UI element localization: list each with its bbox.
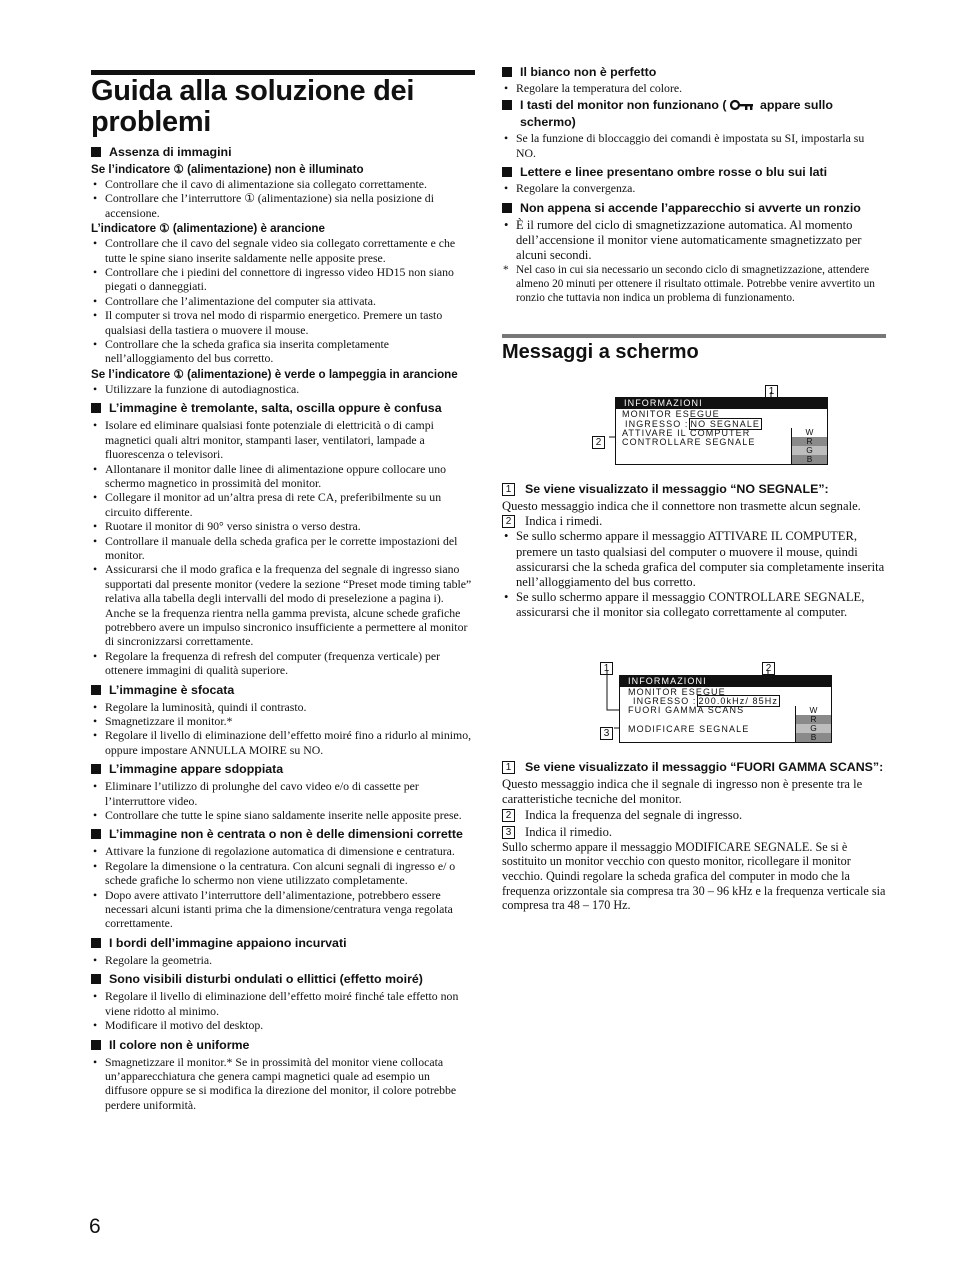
section-heading: Lettere e linee presentano ombre rosse o blu sui lati — [502, 165, 886, 180]
numbered-item: 3 Indica il rimedio. — [502, 825, 886, 840]
section-heading: L’immagine è tremolante, salta, oscilla oppure è confusa — [91, 401, 475, 416]
osd-line: MONITOR ESEGUE — [622, 409, 720, 419]
bullet-list — [91, 1055, 475, 1113]
osd-line: CONTROLLARE SEGNALE — [622, 437, 756, 447]
list-item: • Isolare ed eliminare qualsiasi fonte potenziale di elettricità o di campi magnetici quali altri monitor, stampanti laser, ventilatori, lampade a fluorescenza o televisori. — [91, 418, 475, 461]
list-item: • Regolare la convergenza. — [502, 181, 886, 195]
osd-line: INGRESSO : NO SEGNALE — [625, 419, 761, 429]
list-item: • Se sullo schermo appare il messaggio ATTIVARE IL COMPUTER, premere un tasto qualsiasi del computer o muovere il mouse, quindi assicurarsi che la scheda grafica del computer sia completamente inserita nell’alloggiamento del bus corretto. — [502, 529, 886, 590]
list-item: • Utilizzare la funzione di autodiagnostica. — [91, 382, 475, 396]
wrgb-g: G — [796, 724, 831, 733]
callout-2: 2 — [592, 430, 605, 449]
callout-3: 3 — [600, 721, 613, 740]
osd-header: INFORMAZIONI — [616, 398, 827, 409]
bullet-list — [91, 989, 475, 1032]
osd-line: MONITOR ESEGUE — [628, 687, 726, 697]
wrgb-w: W — [809, 705, 818, 715]
wrgb-w: W — [805, 427, 814, 437]
callout-2: 2 — [762, 656, 775, 675]
list-item: • Collegare il monitor ad un’altra presa di rete CA, preferibilmente su un circuito differente. — [91, 490, 475, 519]
section-heading: I bordi dell’immagine appaiono incurvati — [91, 936, 475, 951]
list-item: • Controllare che tutte le spine siano saldamente inserite nelle apposite prese. — [91, 808, 475, 822]
list-item: • Regolare la luminosità, quindi il contrasto. — [91, 700, 475, 714]
section-heading: L’immagine è sfocata — [91, 683, 475, 698]
paragraph: Sullo schermo appare il messaggio MODIFICARE SEGNALE. Se si è sostituito un monitor vecchio con questo monitor, ricollegare il monitor vecchio. Quindi regolare la scheda grafica del computer in modo che la frequenza orizzontale sia compresa tra 30 – 96 kHz e la frequenza verticale sia compresa tra 48 – 170 Hz. — [502, 839, 886, 913]
bullet-list — [91, 844, 475, 930]
section-heading: Sono visibili disturbi ondulati o ellittici (effetto moiré) — [91, 972, 475, 987]
wrgb-b: B — [792, 455, 827, 464]
page-title: Guida alla soluzione dei problemi — [91, 75, 415, 138]
osd-signal-value: NO SEGNALE — [690, 419, 761, 429]
list-item: • Controllare il manuale della scheda grafica per le corrette impostazioni del monitor. — [91, 534, 475, 563]
wrgb-r: R — [792, 437, 827, 446]
osd-line: FUORI GAMMA SCANS — [628, 705, 745, 715]
list-item: • Assicurarsi che il modo grafica e la frequenza del segnale di ingresso siano supportati dal presente monitor (vedere la sezione “Preset mode timing table” relativa alla tabella degli intervalli del modo di preselezione a pagina i). Anche se la frequenza rientra nella gamma prevista, alcune schede grafiche potrebbero avere un impulso sincronico insufficiente a permettere al monitor di sincronizzarsi correttamente. — [91, 562, 475, 648]
list-item: • Regolare il livello di eliminazione dell’effetto moiré fino a ridurlo al minimo, oppure impostare ANNULLA MOIRE su NO. — [91, 728, 475, 757]
list-item: • Controllare che la scheda grafica sia inserita completamente nell’alloggiamento del bus corretto. — [91, 337, 475, 366]
bullet-list — [91, 418, 475, 677]
section-heading: L’immagine appare sdoppiata — [91, 762, 475, 777]
list-item: • Controllare che il cavo del segnale video sia collegato correttamente e che tutte le spine siano inserite saldamente nelle apposite prese. — [91, 236, 475, 265]
numbered-item: 2 Indica i rimedi. — [502, 514, 886, 529]
subheading: Se l’indicatore ① (alimentazione) non è illuminato — [91, 163, 364, 176]
wrgb-b: B — [796, 733, 831, 742]
list-item: • Dopo avere attivato l’interruttore dell’alimentazione, potrebbero essere necessari alcuni istanti prima che la dimensione/centratura venga regolata correttamente. — [91, 888, 475, 931]
osd-screen — [619, 675, 832, 743]
message-heading: 1 Se viene visualizzato il messaggio “NO SEGNALE”: — [502, 482, 886, 497]
wrgb-g: G — [792, 446, 827, 455]
bullet-list — [91, 236, 475, 366]
list-item: • Regolare la geometria. — [91, 953, 475, 967]
section-heading: Il colore non è uniforme — [91, 1038, 475, 1053]
osd-line: MODIFICARE SEGNALE — [628, 724, 750, 734]
list-item: • Attivare la funzione di regolazione automatica di dimensione e centratura. — [91, 844, 475, 858]
list-item: • Allontanare il monitor dalle linee di alimentazione oppure collocare uno schermo magnetico in prossimità del monitor. — [91, 462, 475, 491]
wrgb-r: R — [796, 715, 831, 724]
numbered-item: 2 Indica la frequenza del segnale di ingresso. — [502, 808, 886, 823]
list-item: • È il rumore del ciclo di smagnetizzazione automatica. Al momento dell’accensione il monitor viene automaticamente smagnetizzato per alcuni secondi. — [502, 218, 886, 264]
list-item: • Regolare il livello di eliminazione dell’effetto moiré finché tale effetto non viene ridotto al minimo. — [91, 989, 475, 1018]
list-item: • Modificare il motivo del desktop. — [91, 1018, 475, 1032]
troubleshooting-list — [91, 145, 475, 1112]
paragraph: Questo messaggio indica che il segnale di ingresso non è presente tra le caratteristiche tecniche del monitor. — [502, 777, 863, 807]
osd-frequency-value: 200.0kHz/ 85Hz — [698, 696, 778, 706]
list-item: • Smagnetizzare il monitor.* — [91, 714, 475, 728]
list-item: • Ruotare il monitor di 90° verso sinistra o verso destra. — [91, 519, 475, 533]
section-title: Messaggi a schermo — [502, 341, 699, 363]
osd-line: ATTIVARE IL COMPUTER — [622, 428, 751, 438]
page-number: 6 — [89, 1215, 101, 1238]
osd-line: INGRESSO : 200.0kHz/ 85Hz — [633, 696, 778, 706]
message-heading: 1 Se viene visualizzato il messaggio “FUORI GAMMA SCANS”: — [502, 760, 886, 775]
list-item: • Controllare che il cavo di alimentazione sia collegato correttamente. — [91, 177, 475, 191]
list-item: • Eliminare l’utilizzo di prolunghe del cavo video e/o di cassette per l’interruttore video. — [91, 779, 475, 808]
section-heading: I tasti del monitor non funzionano ( appare sullo schermo) — [502, 98, 886, 130]
paragraph: Questo messaggio indica che il connettore non trasmette alcun segnale. — [502, 499, 861, 513]
subheading: L’indicatore ① (alimentazione) è arancione — [91, 222, 325, 236]
bullet-list — [91, 953, 475, 967]
callout-1: 1 — [765, 379, 778, 398]
subheading: Se l’indicatore ① (alimentazione) è verde o lampeggia in arancione — [91, 367, 458, 381]
bullet-list — [91, 700, 475, 758]
list-item: • Il computer si trova nel modo di risparmio energetico. Premere un tasto qualsiasi della tastiera o muovere il mouse. — [91, 308, 475, 337]
section-heading: Il bianco non è perfetto — [502, 65, 886, 80]
section-heading: Non appena si accende l’apparecchio si avverte un ronzio — [502, 201, 886, 216]
bullet-list — [91, 779, 475, 822]
list-item: • Regolare la frequenza di refresh del computer (frequenza verticale) per ottenere immagini di qualità superiore. — [91, 649, 475, 678]
list-item: • Controllare che l’alimentazione del computer sia attivata. — [91, 294, 475, 308]
list-item: • Se sullo schermo appare il messaggio CONTROLLARE SEGNALE, assicurarsi che il monitor sia collegato correttamente al computer. — [502, 590, 886, 620]
wrgb-indicator — [795, 706, 831, 742]
bullet-list — [91, 177, 475, 220]
callout-1: 1 — [600, 656, 613, 675]
out-of-range-explanation — [502, 760, 886, 913]
section-heading: L’immagine non è centrata o non è delle dimensioni corrette — [91, 827, 475, 842]
bullet-list — [91, 382, 475, 396]
callout-leaders — [502, 0, 886, 760]
list-item: • Controllare che i piedini del connettore di ingresso video HD15 non siano piegati o danneggiati. — [91, 265, 475, 294]
section-heading: Assenza di immagini — [91, 145, 475, 160]
list-item: • Smagnetizzare il monitor.* Se in prossimità del monitor viene collocata un’apparecchiatura che genera campi magnetici quale ad esempio un diffusore oppure se si modifica la direzione del monitor, il colore potrebbe perdere uniformità. — [91, 1055, 475, 1113]
list-item: • Regolare la temperatura del colore. — [502, 81, 886, 95]
list-item: • Se la funzione di bloccaggio dei comandi è impostata su SI, impostarla su NO. — [502, 131, 886, 160]
list-item: • Regolare la dimensione o la centratura. Con alcuni segnali di ingresso e/ o schede grafiche lo schermo non viene utilizzato completamente. — [91, 859, 475, 888]
footnote: * Nel caso in cui sia necessario un secondo ciclo di smagnetizzazione, attendere almeno 20 minuti per ottenere il risultato ottimale. Potrebbe venire avvertito un ronzio che tuttavia non indica un problema di funzionamento. — [503, 264, 875, 305]
list-item: • Controllare che l’interruttore ① (alimentazione) sia nella posizione di accensione. — [91, 191, 475, 220]
osd-header: INFORMAZIONI — [620, 676, 831, 687]
